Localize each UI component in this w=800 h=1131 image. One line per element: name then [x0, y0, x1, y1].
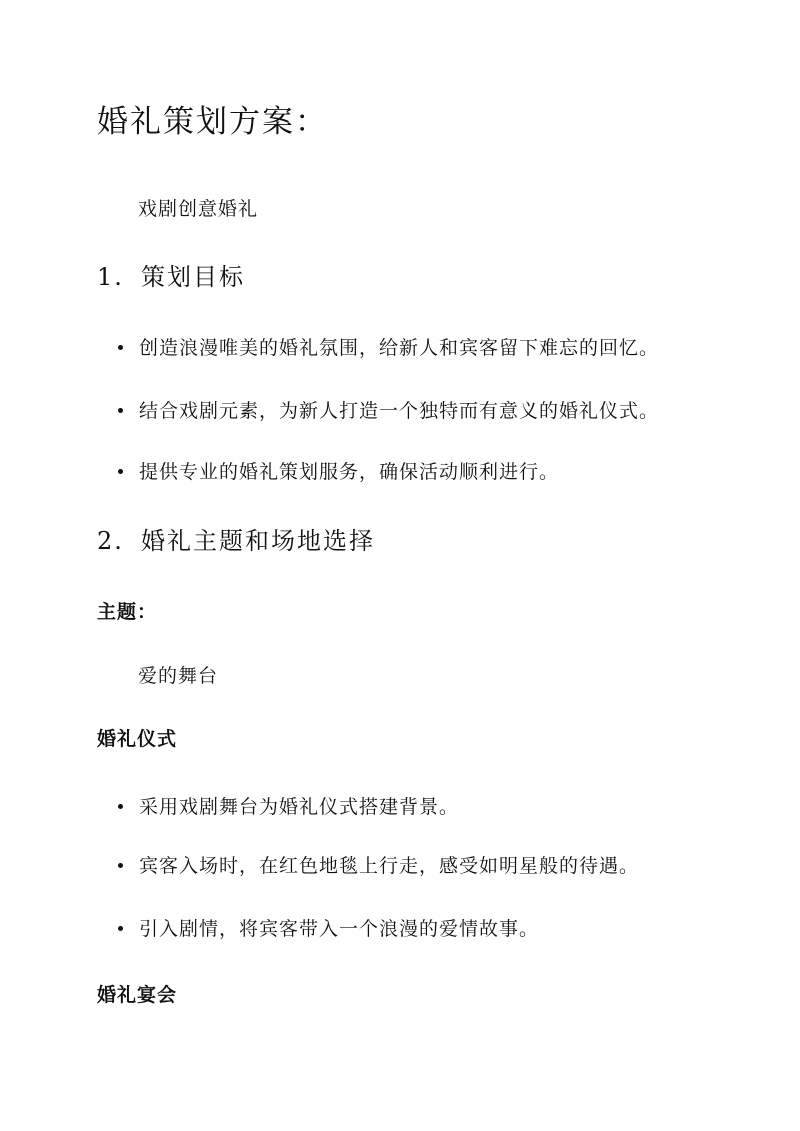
bullet-icon: [118, 469, 123, 474]
list-item: [118, 333, 659, 360]
list-item: [118, 396, 659, 423]
bullet-icon: [118, 863, 123, 868]
bullet-icon: [118, 926, 123, 931]
list-item-text: 创造浪漫唯美的婚礼氛围，给新人和宾客留下难忘的回忆。: [139, 337, 660, 359]
theme-value: 爱的舞台: [138, 665, 219, 687]
list-item-text: 引入剧情，将宾客带入一个浪漫的爱情故事。: [139, 918, 540, 940]
list-item: [118, 457, 559, 484]
theme-label: 主题：: [97, 601, 158, 623]
section-number: 1.: [97, 263, 124, 291]
list-item: [118, 792, 459, 819]
list-item-text: 采用戏剧舞台为婚礼仪式搭建背景。: [139, 796, 460, 818]
list-item: [118, 851, 639, 878]
list-item-text: 宾客入场时，在红色地毯上行走，感受如明星般的待遇。: [139, 855, 640, 877]
document-subtitle: 戏剧创意婚礼: [138, 198, 259, 220]
section-title: 策划目标: [141, 263, 245, 291]
bullet-icon: [118, 408, 123, 413]
section-title: 婚礼主题和场地选择: [141, 527, 375, 555]
section-heading-goals: [97, 257, 245, 292]
list-item: [118, 914, 539, 941]
section-heading-theme-venue: [97, 521, 375, 556]
bullet-icon: [118, 345, 123, 350]
ceremony-heading: 婚礼仪式: [97, 728, 178, 750]
banquet-heading: 婚礼宴会: [97, 984, 178, 1006]
bullet-icon: [118, 804, 123, 809]
section-number: 2.: [97, 527, 124, 555]
list-item-text: 提供专业的婚礼策划服务，确保活动顺利进行。: [139, 461, 560, 483]
document-title: 婚礼策划方案：: [97, 104, 328, 140]
list-item-text: 结合戏剧元素，为新人打造一个独特而有意义的婚礼仪式。: [139, 400, 660, 422]
